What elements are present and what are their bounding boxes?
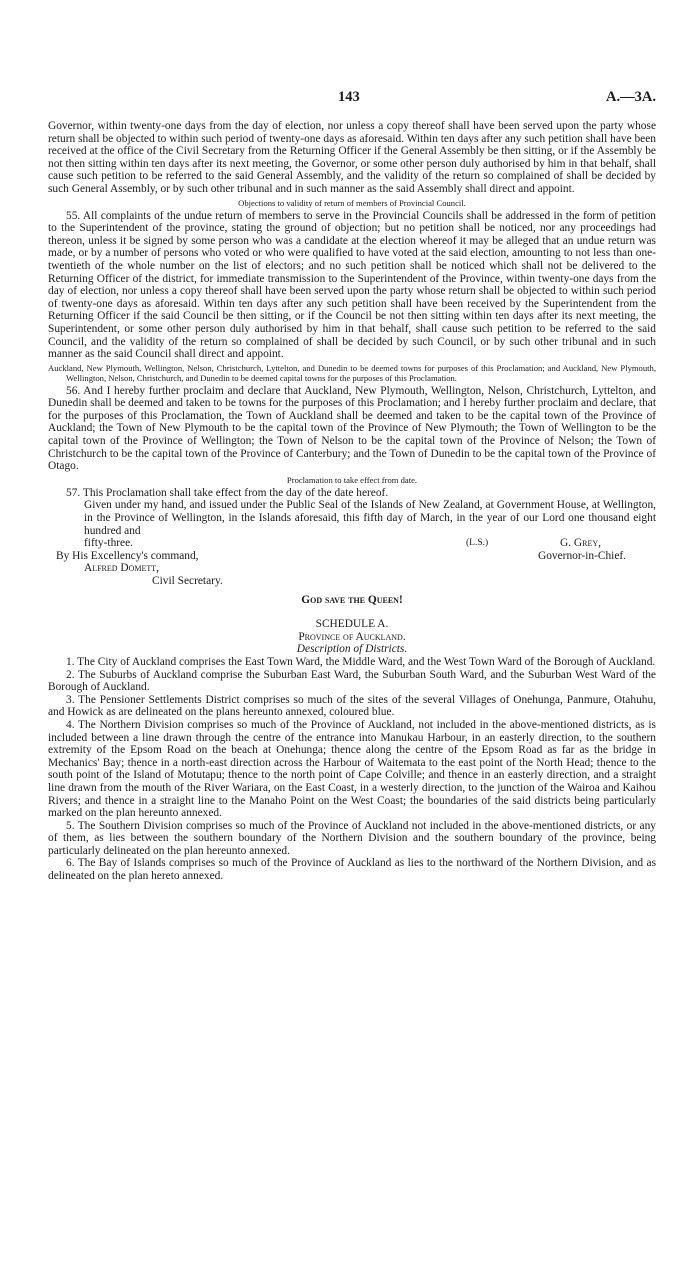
secretary-name: Alfred Domett,: [84, 562, 160, 575]
command-line: By His Excellency's command,: [56, 549, 199, 562]
district-5: 5. The Southern Division comprises so much of the Province of Auckland not included in the above-mentioned districts, or any of them, as lies between the southern boundary of the Northern Division and the southern boundary of the province, being particularly delineated on the plan hereunto annexed.: [48, 819, 656, 857]
governor-title: Governor-in-Chief.: [538, 549, 627, 562]
schedule-title: SCHEDULE A.: [315, 618, 389, 631]
page-header: [48, 89, 656, 109]
seal-mark: (L.S.): [466, 538, 489, 549]
signature-row-3: [48, 562, 656, 575]
district-2: 2. The Suburbs of Auckland comprise the Suburban East Ward, the Suburban South Ward, and the Suburban West Ward of the Borough of Auckland.: [48, 668, 656, 694]
district-6: 6. The Bay of Islands comprises so much of the Province of Auckland as lies to the northward of the Northern Division, and as delineated on the plan hereto annexed.: [48, 857, 656, 883]
paragraph-55: 55. All complaints of the undue return of members to serve in the Provincial Councils shall be addressed in the form of petition to the Superintendent of the province, stating the ground of objection; but no petition shall be noticed, nor any proceedings had thereon, unless it be signed by some person who was a candidate at the election whereof it may be alleged that an undue return was made, or by a number of persons who voted or who were qualified to have voted at the said election, amounting to not less than one-twentieth of the whole number on the list of electors; and no such petition shall be noticed which shall not be delivered to the Returning Officer of the district, for immediate transmission to the Superintendent of the Province, within twenty-one days from the day of election, nor unless a copy thereof shall have been served upon the party whose return shall be objected to within such period of twenty-one days as aforesaid. Within ten days after any such petition shall have been received by the Superintendent from the Returning Officer if the said Council be then sitting, or if the Council be not then sitting within ten days after its next meeting, the Superintendent, or some other person duly authorised by him in that behalf, shall cause such petition to be referred to the said Council, and the validity of the return so complained of shall be decided by such Council, or by such other tribunal and in such manner as the said Council shall direct and appoint.: [48, 209, 656, 361]
page-number: 143: [338, 89, 360, 105]
sidenote-effect: Proclamation to take effect from date.: [286, 474, 418, 485]
page-body: [48, 120, 656, 883]
district-4: 4. The Northern Division comprises so much of the Province of Auckland, not included in the above-mentioned districts, as is included between a line drawn through the centre of the entrance into Manukau Harbour, in an easterly direction, to the southern extremity of the Epsom Road on the beach at Onehunga; thence along the centre of the Epsom Road as far as the bridge in Mechanics' Bay; thence in a north-east direction across the Harbour of Waitemata to the east point of the North Head; thence to the south point of the Island of Motutapu; thence to the north point of Cape Colville; and thence in an easterly direction, and a straight line drawn from the mouth of the River Wariara, on the East Coast, in a westerly direction, to the junction of the Wairoa and Kaihou Rivers; and thence in a straight line to the Manaho Point on the West Coast; the boundaries of the said districts being particularly marked on the plan hereunto annexed.: [48, 718, 656, 820]
paragraph-continuation: Governor, within twenty-one days from the day of election, nor unless a copy thereof shall have been served upon the party whose return shall be objected to within such period of twenty-one days as aforesaid. Within ten days after any such petition shall have been received at the office of the Civil Secretary from the Returning Officer if the General Assembly be then sitting, or if the Assembly be not then sitting within ten days after its next meeting, the Governor, or some other person duly authorised by him in that behalf, shall cause such petition to be referred to the said General Assembly, and the validity of the return so complained of shall be decided by such General Assembly, or by such other tribunal and in such manner as the said Assembly shall direct and appoint.: [48, 120, 656, 195]
signature-row-1: [48, 537, 656, 550]
signature-row-2: [48, 550, 656, 563]
document-reference: A.—3A.: [606, 89, 656, 105]
god-save-the-queen: God save the Queen!: [301, 593, 403, 606]
districts-title: Description of Districts.: [296, 643, 408, 656]
paragraph-57: 57. This Proclamation shall take effect from the day of the date hereof.: [66, 486, 389, 499]
province-title: Province of Auckland.: [298, 630, 406, 643]
sidenote-towns: Auckland, New Plymouth, Wellington, Nelson, Christchurch, Lyttelton, and Dunedin to be deemed towns for purposes of this Proclamation; and Auckland, New Plymouth, Wellington, Nelson, Christchurch, and Dunedin to be deemed capital towns for the purposes of this Proclamation.: [48, 362, 656, 383]
given-last-line: fifty-three.: [84, 537, 134, 550]
signature-row-4: [48, 575, 656, 588]
district-3: 3. The Pensioner Settlements District comprises so much of the sites of the several Villages of Onehunga, Panmure, Otahuhu, and Howick as are delineated on the plans hereunto annexed, coloured blue.: [48, 693, 656, 719]
given-under-hand: Given under my hand, and issued under the Public Seal of the Islands of New Zealand, at Government House, at Wellington, in the Province of Wellington, in the Islands aforesaid, this fifth day of March, in the year of our Lord one thousand eight hundred and: [84, 499, 656, 537]
district-1: 1. The City of Auckland comprises the East Town Ward, the Middle Ward, and the West Town Ward of the Borough of Auckland.: [66, 655, 656, 668]
sidenote-objections: Objections to validity of return of members of Provincial Council.: [238, 197, 466, 208]
governor-name: G. Grey,: [560, 537, 601, 550]
paragraph-56: 56. And I hereby further proclaim and declare that Auckland, New Plymouth, Wellington, Nelson, Christchurch, Lyttelton, and Dunedin shall be deemed and taken to be towns for the purposes of this Proclamation; and I hereby further proclaim and declare, that for the purposes of this Proclamation, the Town of Auckland shall be deemed and taken to be the capital town of the Province of Auckland; the Town of New Plymouth to be the capital town of the Province of New Plymouth; the Town of Wellington to be the capital town of the Province of Wellington; the Town of Nelson to be the capital town of the Province of Nelson; the Town of Christchurch to be the capital town of the Province of Canterbury; and the Town of Dunedin to be the capital town of the Province of Otago.: [48, 384, 656, 473]
secretary-title: Civil Secretary.: [152, 575, 223, 587]
